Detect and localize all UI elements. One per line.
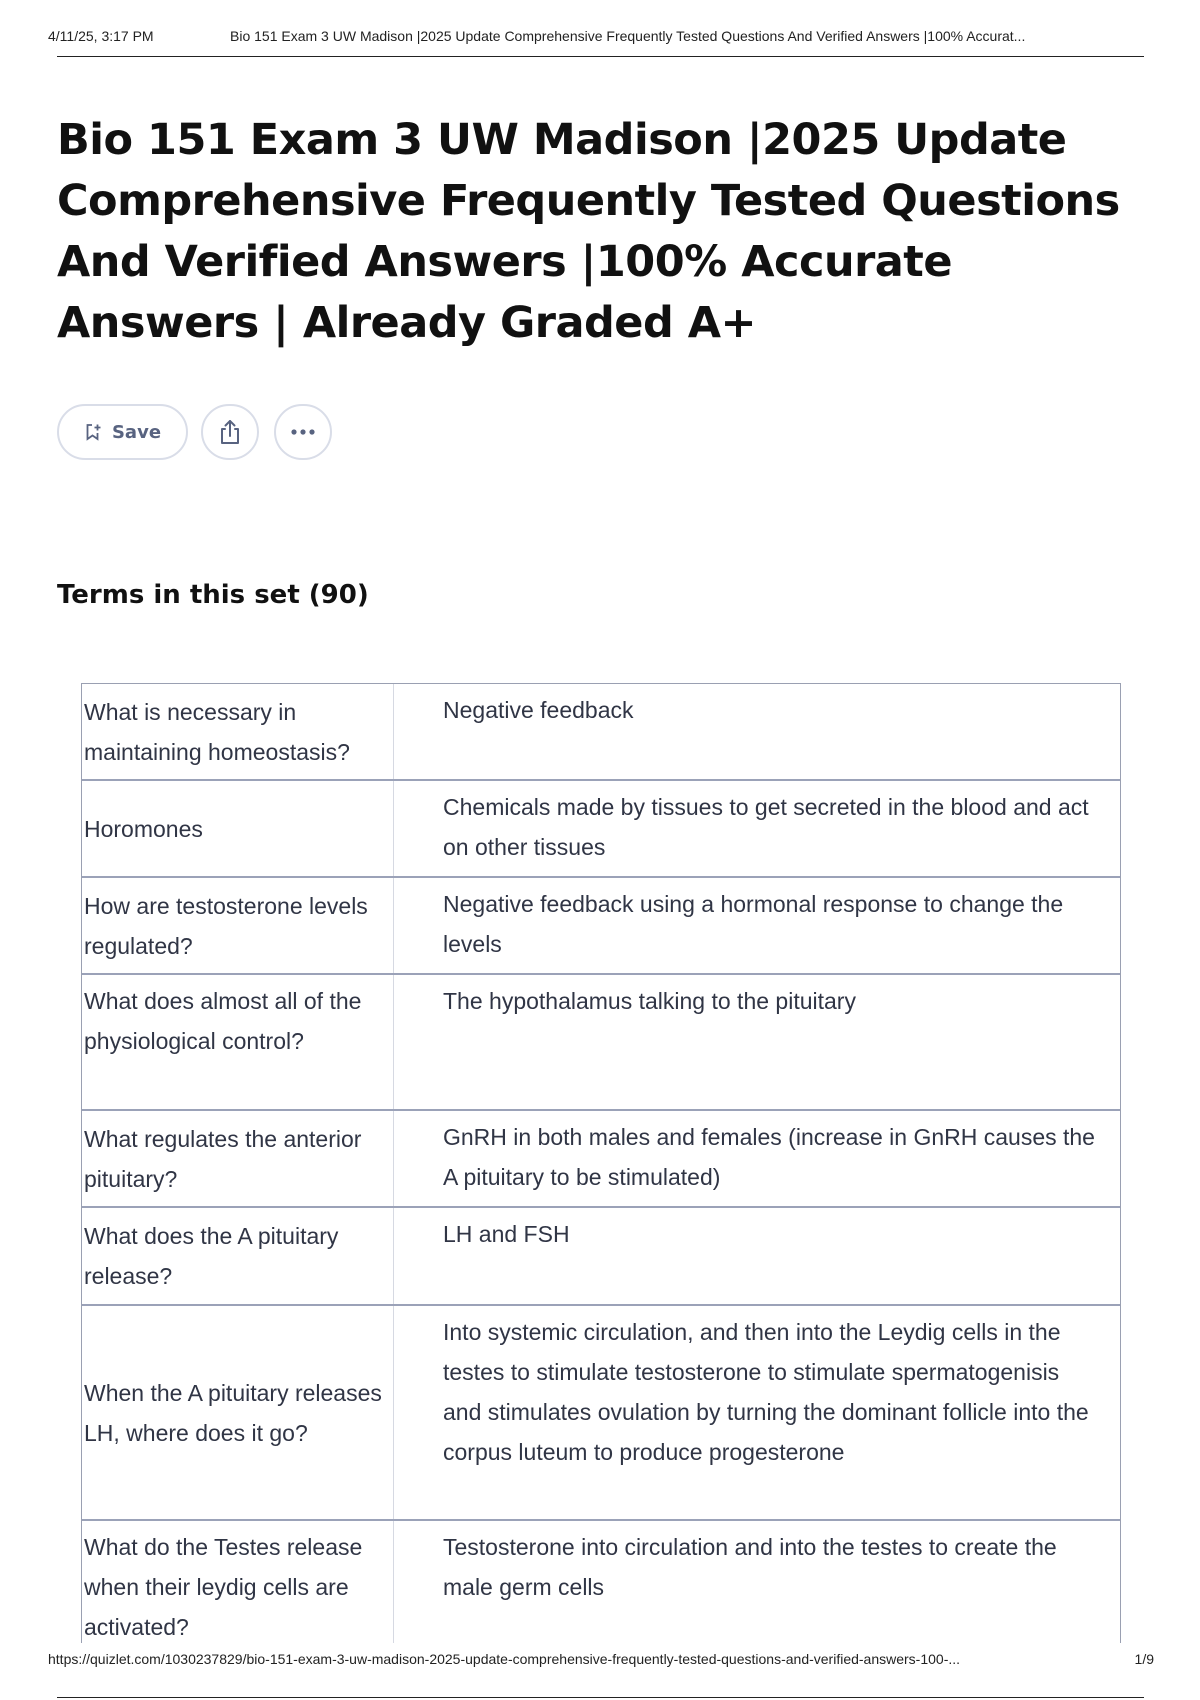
term-definition: Negative feedback using a hormonal response to change the levels [443, 891, 1064, 957]
term-definition: Negative feedback [443, 697, 634, 723]
term-word: When the A pituitary releases LH, where does it go? [82, 1306, 394, 1519]
footer-divider [57, 1697, 1144, 1698]
term-word: What does the A pituitary release? [82, 1208, 394, 1304]
save-button[interactable] [57, 404, 188, 460]
print-url: https://quizlet.com/1030237829/bio-151-exam-3-uw-madison-2025-update-comprehensive-frequently-tested-questions-and-verified-answers-100-... [48, 1651, 961, 1667]
term-word: What does almost all of the physiological control? [82, 975, 394, 1109]
term-word: What is necessary in maintaining homeostasis? [82, 684, 394, 779]
terms-heading: Terms in this set (90) [57, 580, 369, 610]
header-divider [57, 56, 1144, 57]
term-row [82, 1208, 1120, 1306]
print-date: 4/11/25, 3:17 PM [48, 28, 154, 44]
bookmark-add-icon [84, 423, 102, 441]
term-row [82, 684, 1120, 781]
term-word: What do the Testes release when their leydig cells are activated? [82, 1521, 394, 1643]
page-title: Bio 151 Exam 3 UW Madison |2025 Update Comprehensive Frequently Tested Questions And Verified Answers |100% Accurate Answers | Already Graded A+ [57, 115, 1120, 348]
term-row [82, 1111, 1120, 1208]
term-word: How are testosterone levels regulated? [82, 878, 394, 973]
term-definition: Into systemic circulation, and then into the Leydig cells in the testes to stimulate testosterone to stimulate spermatogenisis and stimulates ovulation by turning the dominant follicle into the corpus luteum to produce progesterone [443, 1319, 1089, 1465]
term-definition: LH and FSH [443, 1221, 570, 1247]
term-row [82, 878, 1120, 975]
term-row [82, 975, 1120, 1111]
more-options-button[interactable] [274, 404, 332, 460]
term-definition: The hypothalamus talking to the pituitary [443, 988, 856, 1014]
term-row [82, 781, 1120, 878]
term-definition: Chemicals made by tissues to get secreted in the blood and act on other tissues [443, 794, 1089, 860]
term-row [82, 1521, 1120, 1643]
terms-table [81, 683, 1121, 1643]
share-icon [217, 418, 243, 446]
term-definition: Testosterone into circulation and into the testes to create the male germ cells [443, 1534, 1057, 1600]
print-doc-title: Bio 151 Exam 3 UW Madison |2025 Update Comprehensive Frequently Tested Questions And Verified Answers |100% Accurat... [230, 28, 1026, 44]
page-number: 1/9 [1134, 1651, 1154, 1667]
more-dots-icon [289, 428, 317, 436]
term-word: What regulates the anterior pituitary? [82, 1111, 394, 1206]
term-row [82, 1306, 1120, 1521]
share-button[interactable] [201, 404, 259, 460]
save-button-label: Save [111, 421, 162, 443]
term-word: Horomones [82, 781, 394, 876]
term-definition: GnRH in both males and females (increase in GnRH causes the A pituitary to be stimulated) [443, 1124, 1095, 1190]
